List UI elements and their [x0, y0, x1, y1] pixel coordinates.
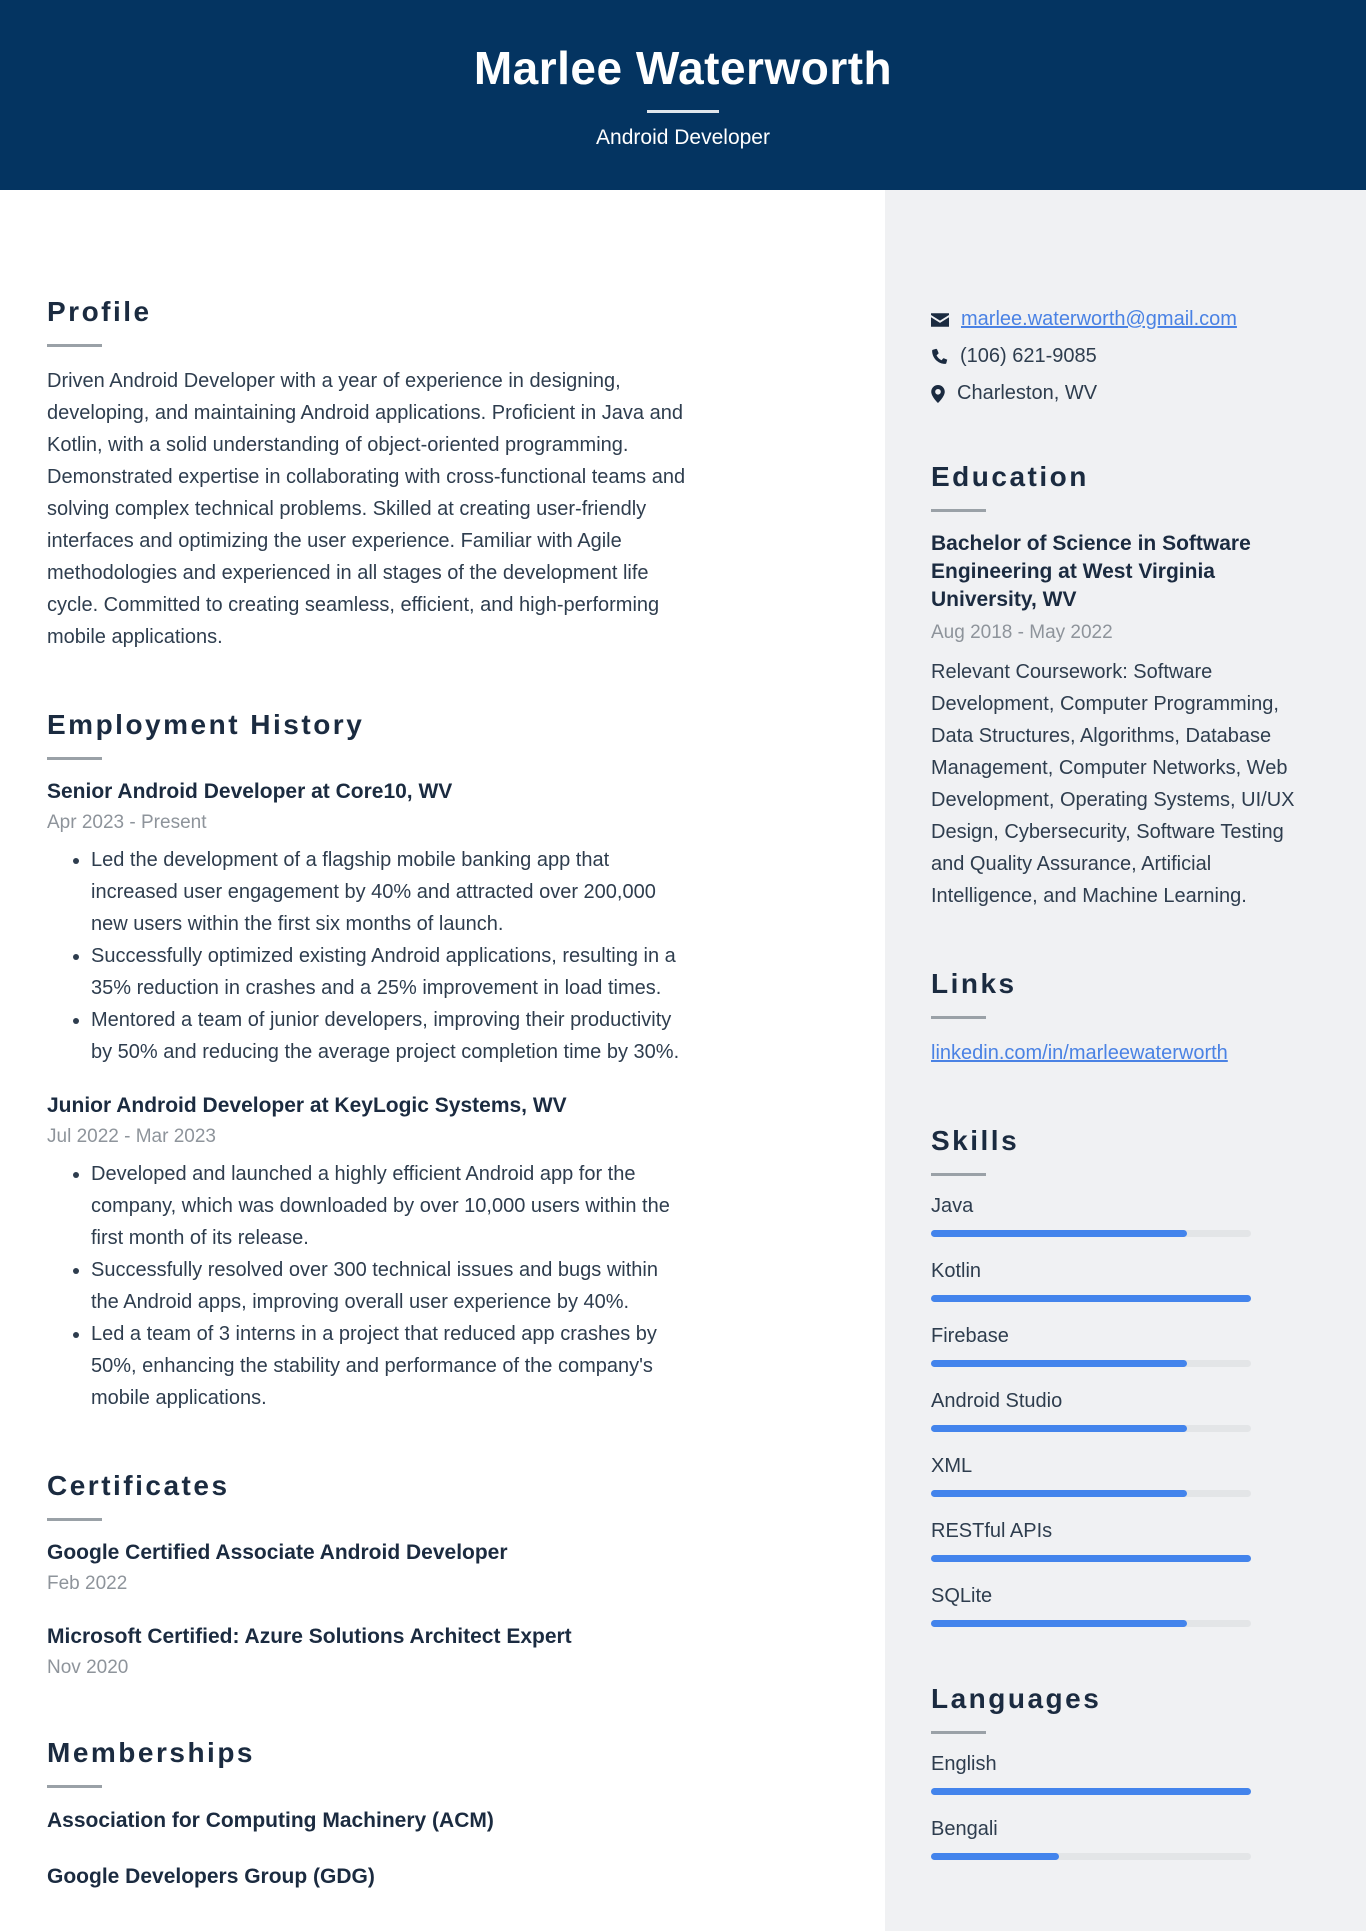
- language-bar-track: [931, 1788, 1251, 1795]
- section-divider: [47, 1785, 102, 1788]
- job-bullet: • Mentored a team of junior developers, improving their productivity by 50% and reducing the average project completion time by 30%.: [91, 1004, 687, 1068]
- skill-bar-track: [931, 1425, 1251, 1432]
- job-bullet: • Successfully optimized existing Android applications, resulting in a 35% reduction in crashes and a 25% improvement in load times.: [91, 940, 687, 1004]
- language-name: English: [931, 1753, 997, 1775]
- linkedin-link[interactable]: linkedin.com/in/marleewaterworth: [931, 1042, 1228, 1064]
- memberships-heading: Memberships: [47, 1737, 255, 1768]
- job-entry: [47, 778, 687, 1068]
- skill-bar-fill: [931, 1230, 1187, 1237]
- section-divider: [47, 757, 102, 760]
- education-coursework: Relevant Coursework: Software Development, Computer Programming, Data Structures, Algorithms, Database Management, Computer Networks, Web Development, Operating Systems, UI/UX Design, Cybersecurity, Software Testing and Quality Assurance, Artificial Intelligence, and Machine Learning.: [931, 661, 1295, 907]
- section-profile: [47, 296, 687, 653]
- membership-title: Association for Computing Machinery (ACM): [47, 1809, 494, 1832]
- contact-email-row: [931, 308, 1298, 331]
- skill-name: SQLite: [931, 1585, 993, 1607]
- skill-item: [931, 1519, 1298, 1562]
- section-divider: [47, 344, 102, 347]
- certificate-entry: [47, 1539, 687, 1597]
- skills-heading: Skills: [931, 1125, 1020, 1156]
- membership-entry: [47, 1806, 687, 1836]
- education-dates: Aug 2018 - May 2022: [931, 622, 1113, 643]
- job-bullet: • Developed and launched a highly efficient Android app for the company, which was downloaded by over 10,000 users within the first month of its release.: [91, 1158, 687, 1254]
- employment-heading: Employment History: [47, 709, 365, 740]
- language-bar-fill: [931, 1853, 1059, 1860]
- job-bullet-list: [47, 844, 687, 1068]
- section-divider: [931, 1016, 986, 1019]
- section-skills: [931, 1125, 1298, 1627]
- language-name: Bengali: [931, 1818, 998, 1840]
- skill-bar-fill: [931, 1425, 1187, 1432]
- certificate-entry: [47, 1623, 687, 1681]
- section-divider: [47, 1518, 102, 1521]
- section-memberships: [47, 1737, 687, 1892]
- skill-item: [931, 1389, 1298, 1432]
- section-employment-history: [47, 709, 687, 1414]
- candidate-job-title: Android Developer: [596, 125, 770, 149]
- skill-bar-fill: [931, 1555, 1251, 1562]
- skill-bar-fill: [931, 1620, 1187, 1627]
- section-links: [931, 968, 1298, 1069]
- skill-bar-track: [931, 1620, 1251, 1627]
- language-item: [931, 1752, 1298, 1795]
- skill-item: [931, 1584, 1298, 1627]
- language-bar-track: [931, 1853, 1251, 1860]
- education-heading: Education: [931, 461, 1089, 492]
- skill-item: [931, 1259, 1298, 1302]
- skill-item: [931, 1194, 1298, 1237]
- certificate-date: Feb 2022: [47, 1573, 128, 1594]
- skill-name: Firebase: [931, 1325, 1009, 1347]
- job-bullet: • Led the development of a flagship mobile banking app that increased user engagement by 40% and attracted over 200,000 new users within the first six months of launch.: [91, 844, 687, 940]
- skill-bar-track: [931, 1490, 1251, 1497]
- skill-item: [931, 1454, 1298, 1497]
- section-divider: [931, 509, 986, 512]
- degree-title: Bachelor of Science in Software Engineering at West Virginia University, WV: [931, 532, 1251, 611]
- certificate-title: Microsoft Certified: Azure Solutions Architect Expert: [47, 1625, 572, 1648]
- links-heading: Links: [931, 968, 1017, 999]
- languages-heading: Languages: [931, 1683, 1102, 1714]
- skill-name: Kotlin: [931, 1260, 982, 1282]
- certificates-heading: Certificates: [47, 1470, 230, 1501]
- contact-location-row: [931, 382, 1298, 405]
- header: [0, 0, 1366, 190]
- skill-bar-track: [931, 1555, 1251, 1562]
- job-title: Senior Android Developer at Core10, WV: [47, 780, 453, 803]
- email-link[interactable]: marlee.waterworth@gmail.com: [961, 308, 1237, 330]
- membership-entry: [47, 1862, 687, 1892]
- profile-heading: Profile: [47, 296, 152, 327]
- contact-phone-row: [931, 345, 1298, 368]
- envelope-icon: [931, 313, 949, 327]
- language-item: [931, 1817, 1298, 1860]
- skill-bar-track: [931, 1230, 1251, 1237]
- membership-title: Google Developers Group (GDG): [47, 1865, 375, 1888]
- skill-name: XML: [931, 1455, 973, 1477]
- job-entry: [47, 1092, 687, 1414]
- skill-bar-fill: [931, 1490, 1187, 1497]
- skill-name: RESTful APIs: [931, 1520, 1053, 1542]
- location-icon: [931, 385, 945, 403]
- section-languages: [931, 1683, 1298, 1860]
- job-title: Junior Android Developer at KeyLogic Systems, WV: [47, 1094, 567, 1117]
- location-text: Charleston, WV: [957, 382, 1098, 404]
- certificate-date: Nov 2020: [47, 1657, 129, 1678]
- job-bullet-list: [47, 1158, 687, 1414]
- profile-text: Driven Android Developer with a year of experience in designing, developing, and maintaining Android applications. Proficient in Java and Kotlin, with a solid understanding of object-oriented programming. Demonstrated expertise in collaborating with cross-functional teams and solving complex technical problems. Skilled at creating user-friendly interfaces and optimizing the user experience. Familiar with Agile methodologies and experienced in all stages of the development life cycle. Committed to creating seamless, efficient, and high-performing mobile applications.: [47, 370, 686, 648]
- phone-number: (106) 621-9085: [960, 345, 1097, 367]
- section-divider: [931, 1731, 986, 1734]
- skill-name: Android Studio: [931, 1390, 1063, 1412]
- skill-bar-fill: [931, 1360, 1187, 1367]
- language-bar-fill: [931, 1788, 1251, 1795]
- section-education: [931, 461, 1298, 912]
- phone-icon: [931, 348, 948, 365]
- skill-bar-fill: [931, 1295, 1251, 1302]
- section-certificates: [47, 1470, 687, 1681]
- skill-bar-track: [931, 1295, 1251, 1302]
- certificate-title: Google Certified Associate Android Developer: [47, 1541, 508, 1564]
- job-bullet: • Successfully resolved over 300 technical issues and bugs within the Android apps, improving overall user experience by 40%.: [91, 1254, 687, 1318]
- skill-name: Java: [931, 1195, 974, 1217]
- job-dates: Apr 2023 - Present: [47, 812, 207, 833]
- job-bullet: • Led a team of 3 interns in a project that reduced app crashes by 50%, enhancing the stability and performance of the company's mobile applications.: [91, 1318, 687, 1414]
- skill-bar-track: [931, 1360, 1251, 1367]
- job-dates: Jul 2022 - Mar 2023: [47, 1126, 216, 1147]
- skill-item: [931, 1324, 1298, 1367]
- header-divider: [647, 110, 719, 113]
- section-divider: [931, 1173, 986, 1176]
- sidebar: [885, 190, 1366, 1931]
- contact-block: [931, 308, 1298, 405]
- main-column: [0, 190, 885, 1931]
- candidate-name: Marlee Waterworth: [473, 41, 893, 94]
